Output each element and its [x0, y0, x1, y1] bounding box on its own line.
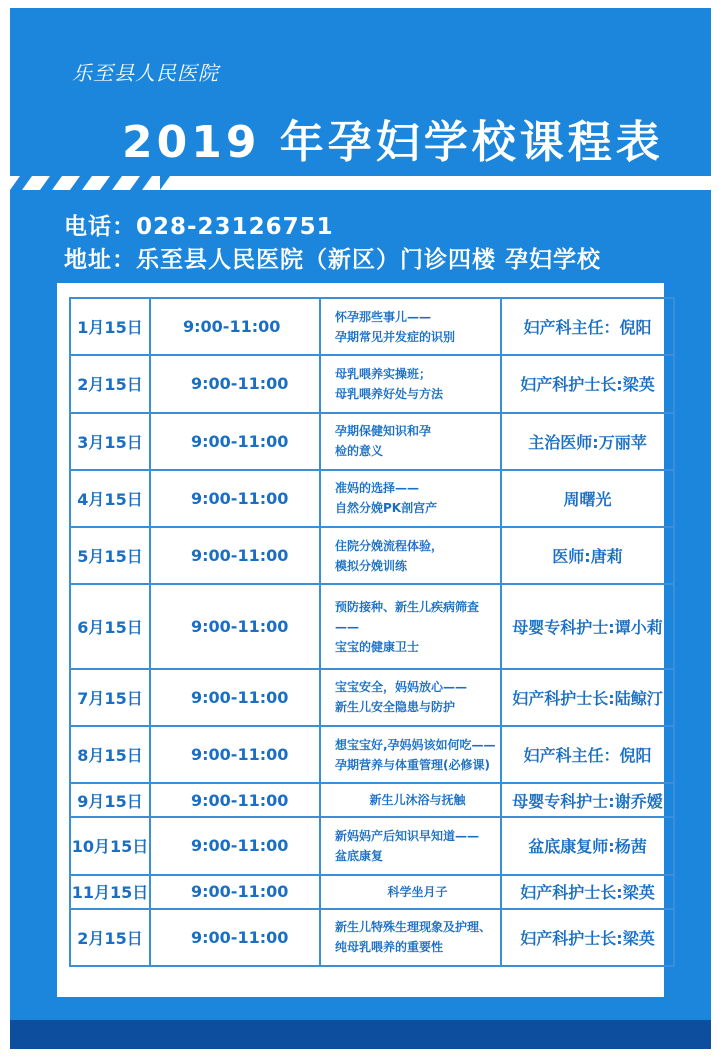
course-topic	[320, 413, 501, 470]
table-row	[70, 669, 674, 726]
course-time: 9:00-11:00	[191, 687, 289, 707]
course-time: 9:00-11:00	[191, 374, 289, 394]
course-topic-line: 孕期营养与体重管理(必修课)	[335, 757, 490, 772]
table-row	[70, 909, 674, 966]
course-date: 9月15日	[70, 783, 150, 817]
course-date: 6月15日	[70, 584, 150, 669]
course-topic	[320, 909, 501, 966]
course-time-cell	[150, 817, 320, 874]
course-time-cell	[150, 909, 320, 966]
course-topic-line: 纯母乳喂养的重要性	[335, 940, 444, 955]
hospital-name: 乐至县人民医院	[72, 61, 219, 85]
course-time: 9:00-11:00	[191, 882, 289, 902]
table-row	[70, 584, 674, 669]
course-time: 9:00-11:00	[191, 836, 289, 856]
table-row	[70, 470, 674, 527]
course-time: 9:00-11:00	[191, 745, 289, 765]
course-time-cell	[150, 669, 320, 726]
course-topic-line: 孕期常见并发症的识别	[335, 329, 456, 344]
course-topic-line: 盆底康复	[335, 848, 384, 863]
course-topic	[320, 817, 501, 874]
course-time-cell	[150, 875, 320, 909]
course-topic-line: 科学坐月子	[387, 884, 448, 899]
course-topic	[320, 669, 501, 726]
course-time-cell	[150, 413, 320, 470]
course-topic	[320, 584, 501, 669]
course-date: 4月15日	[70, 470, 150, 527]
course-teacher: 母婴专科护士:谭小莉	[501, 584, 674, 669]
course-date: 8月15日	[70, 726, 150, 783]
course-topic-line: 准妈的选择——	[335, 481, 420, 496]
course-date: 3月15日	[70, 413, 150, 470]
course-topic	[320, 298, 501, 355]
course-time: 9:00-11:00	[191, 617, 289, 636]
bottom-bar	[10, 1020, 711, 1049]
course-topic-line: 母乳喂养好处与方法	[335, 386, 444, 401]
course-teacher: 医师:唐莉	[501, 527, 674, 584]
course-topic-line: 想宝宝好,孕妈妈该如何吃——	[335, 737, 496, 752]
page-title: 2019 年孕妇学校课程表	[122, 117, 664, 168]
course-time: 9:00-11:00	[183, 317, 281, 337]
course-time: 9:00-11:00	[191, 431, 289, 451]
course-time: 9:00-11:00	[191, 546, 289, 566]
course-time-cell	[150, 527, 320, 584]
course-topic-line: 新生儿沐浴与抚触	[369, 793, 466, 808]
course-teacher: 母婴专科护士:谢乔嫒	[501, 783, 674, 817]
course-time: 9:00-11:00	[191, 488, 289, 508]
course-topic-line: 新生儿安全隐患与防护	[335, 700, 456, 715]
course-topic	[320, 355, 501, 412]
course-topic	[320, 527, 501, 584]
course-teacher: 妇产科护士长:梁英	[501, 875, 674, 909]
course-topic-line: 母乳喂养实操班；	[335, 366, 432, 381]
course-topic	[320, 783, 501, 817]
course-time: 9:00-11:00	[191, 927, 289, 947]
course-topic-line: 模拟分娩训练	[335, 558, 408, 573]
schedule-table	[69, 297, 675, 967]
course-date: 7月15日	[70, 669, 150, 726]
course-teacher: 妇产科护士长:陆鲸汀	[501, 669, 674, 726]
course-date: 1月15日	[70, 298, 150, 355]
course-teacher: 妇产科主任：倪阳	[501, 298, 674, 355]
course-topic-line: 检的意义	[335, 444, 384, 459]
phone-line: 电话：028-23126751	[64, 214, 334, 240]
course-topic	[320, 726, 501, 783]
address-line: 地址：乐至县人民医院（新区）门诊四楼 孕妇学校	[64, 247, 602, 273]
table-row	[70, 875, 674, 909]
course-date: 5月15日	[70, 527, 150, 584]
table-row	[70, 527, 674, 584]
table-row	[70, 783, 674, 817]
course-topic-line: 孕期保健知识和孕	[335, 424, 432, 439]
table-row	[70, 298, 674, 355]
course-teacher: 妇产科护士长:梁英	[501, 909, 674, 966]
course-teacher: 主治医师:万丽苹	[501, 413, 674, 470]
table-row	[70, 817, 674, 874]
course-date: 10月15日	[70, 817, 150, 874]
schedule-panel	[57, 283, 664, 997]
table-row	[70, 726, 674, 783]
table-row	[70, 413, 674, 470]
course-time-cell	[150, 298, 320, 355]
course-topic-line: 宝宝的健康卫士	[335, 639, 420, 654]
course-topic-line: 新生儿特殊生理现象及护理、	[335, 920, 492, 935]
course-date: 2月15日	[70, 355, 150, 412]
course-time: 9:00-11:00	[191, 790, 289, 810]
table-row	[70, 355, 674, 412]
course-time-cell	[150, 726, 320, 783]
course-topic-line: 宝宝安全，妈妈放心——	[335, 680, 468, 695]
course-topic-line: 住院分娩流程体验，	[335, 538, 444, 553]
course-date: 2月15日	[70, 909, 150, 966]
course-time-cell	[150, 584, 320, 669]
course-teacher: 盆底康复师:杨茜	[501, 817, 674, 874]
course-topic-line: 新妈妈产后知识早知道——	[335, 828, 480, 843]
course-date: 11月15日	[70, 875, 150, 909]
course-topic	[320, 875, 501, 909]
course-time-cell	[150, 355, 320, 412]
course-topic-line: 自然分娩PK剖宫产	[335, 501, 438, 516]
course-topic-line: 预防接种、新生儿疾病筛查——	[335, 599, 480, 634]
course-teacher: 妇产科主任：倪阳	[501, 726, 674, 783]
course-time-cell	[150, 783, 320, 817]
course-topic	[320, 470, 501, 527]
course-topic-line: 怀孕那些事儿——	[335, 309, 432, 324]
poster	[10, 8, 711, 1049]
course-teacher: 周曙光	[501, 470, 674, 527]
course-teacher: 妇产科护士长:梁英	[501, 355, 674, 412]
course-time-cell	[150, 470, 320, 527]
decorative-stripe-band	[10, 174, 711, 190]
